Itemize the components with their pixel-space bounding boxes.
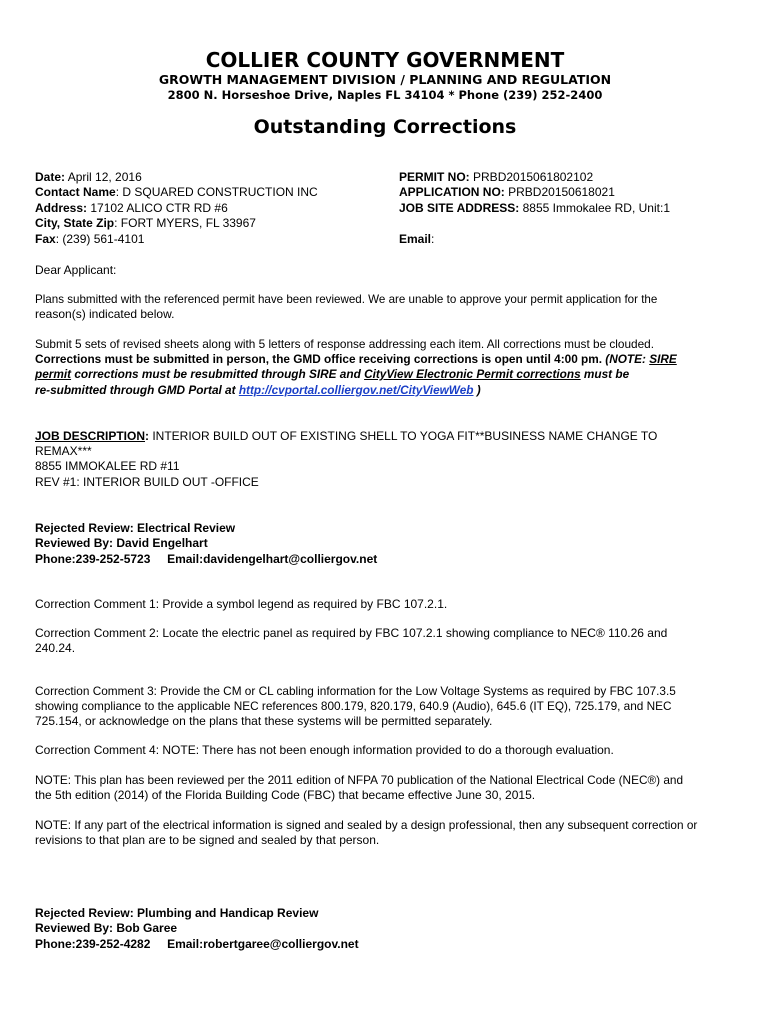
correction-comment-2-line2: 240.24. — [35, 641, 76, 655]
job-description-line2: REMAX*** — [35, 444, 92, 458]
para2-resubmit-text: corrections must be resubmitted through SIRE and — [71, 367, 365, 381]
job-description-line1 — [35, 429, 657, 444]
date-label: Date: — [35, 170, 66, 184]
para2-line3 — [35, 367, 629, 382]
para2-mustbe-text: must be — [580, 367, 630, 381]
city-label: City, State Zip — [35, 216, 115, 230]
permit-row — [399, 170, 593, 185]
para2-line4 — [35, 383, 481, 398]
review1-rejected: Rejected Review: Electrical Review — [35, 521, 236, 535]
para2-bold-text: Corrections must be submitted in person, the GMD office receiving corrections is open until 4:00 pm. — [35, 352, 603, 366]
city-row — [35, 216, 256, 231]
date-row — [35, 170, 142, 185]
fax-row — [35, 232, 144, 247]
sealed-note-line2: revisions to that plan are to be signed and sealed by that person. — [35, 833, 380, 847]
review2-reviewer: Reviewed By: Bob Garee — [35, 921, 178, 935]
review2-rejected: Rejected Review: Plumbing and Handicap Review — [35, 906, 319, 920]
contact-label: Contact Name — [35, 185, 116, 199]
page-title: Outstanding Corrections — [253, 116, 517, 138]
job-description-text: INTERIOR BUILD OUT OF EXISTING SHELL TO YOGA FIT**BUSINESS NAME CHANGE TO — [149, 429, 658, 443]
email-row — [399, 232, 434, 247]
para1-line1: Plans submitted with the referenced permit have been reviewed. We are unable to approve your permit application for the — [35, 293, 658, 306]
para2-portal-text: re-submitted through GMD Portal at — [35, 383, 239, 397]
sealed-note-line1: NOTE: If any part of the electrical information is signed and sealed by a design professional, then any subsequent correction or — [35, 818, 698, 832]
job-description-line4: REV #1: INTERIOR BUILD OUT -OFFICE — [35, 475, 259, 489]
review2-contact: Phone:239-252-4282 Email:robertgaree@colliergov.net — [35, 937, 359, 951]
job-description-line3: 8855 IMMOKALEE RD #11 — [35, 459, 180, 473]
nec-note-line1: NOTE: This plan has been reviewed per the 2011 edition of NFPA 70 publication of the National Electrical Code (NEC®) and — [35, 773, 684, 787]
address-label: Address: — [35, 201, 88, 215]
para2-line2 — [35, 352, 677, 367]
division-name: GROWTH MANAGEMENT DIVISION / PLANNING AND REGULATION — [158, 72, 612, 87]
review1-reviewer: Reviewed By: David Engelhart — [35, 536, 208, 550]
jobsite-row — [399, 201, 670, 216]
address-row — [35, 201, 228, 216]
contact-value: : D SQUARED CONSTRUCTION INC — [115, 185, 318, 199]
application-value: PRBD20150618021 — [508, 185, 615, 199]
para2-note-text: (NOTE: — [602, 352, 650, 366]
correction-comment-4: Correction Comment 4: NOTE: There has not been enough information provided to do a thorough evaluation. — [35, 743, 614, 757]
org-name: COLLIER COUNTY GOVERNMENT — [205, 48, 565, 72]
fax-label: Fax — [35, 232, 56, 246]
date-value: April 12, 2016 — [67, 170, 142, 184]
correction-comment-1: Correction Comment 1: Provide a symbol legend as required by FBC 107.2.1. — [35, 597, 448, 611]
greeting: Dear Applicant: — [35, 263, 117, 277]
address-value: 17102 ALICO CTR RD #6 — [90, 201, 228, 215]
permit-value: PRBD2015061802102 — [473, 170, 594, 184]
email-colon: : — [431, 232, 435, 246]
correction-comment-3-line3: 725.154, or acknowledge on the plans that these systems will be permitted separately. — [35, 714, 493, 728]
correction-comment-2-line1: Correction Comment 2: Locate the electric panel as required by FBC 107.2.1 showing compliance to NEC® 110.26 and — [35, 626, 668, 640]
job-description-label: JOB DESCRIPTION — [35, 429, 146, 443]
org-address: 2800 N. Horseshoe Drive, Naples FL 34104 * Phone (239) 252-2400 — [167, 88, 603, 102]
contact-row — [35, 185, 318, 200]
para2-sire-text: SIRE — [649, 352, 677, 366]
application-label: APPLICATION NO: — [399, 185, 505, 199]
job-description-colon: : — [145, 429, 150, 443]
nec-note-line2: the 5th edition (2014) of the Florida Building Code (FBC) that became effective June 30, 2015. — [35, 788, 536, 802]
jobsite-label: JOB SITE ADDRESS: — [399, 201, 520, 215]
para2-line1: Submit 5 sets of revised sheets along with 5 letters of response addressing each item. All corrections must be clouded. — [35, 337, 655, 351]
para2-cityview-text: CityView Electronic Permit corrections — [364, 367, 581, 381]
para2-close-text: ) — [473, 383, 481, 397]
correction-comment-3-line2: showing compliance to the applicable NEC references 800.179, 820.179, 640.9 (Audio), 645.6 (IT EQ), 725.179, and NEC — [35, 699, 672, 713]
jobsite-value: 8855 Immokalee RD, Unit:1 — [522, 201, 670, 215]
para2-permit-text: permit — [35, 367, 72, 381]
permit-label: PERMIT NO: — [399, 170, 470, 184]
correction-comment-3-line1: Correction Comment 3: Provide the CM or CL cabling information for the Low Voltage Systems as required by FBC 107.3.5 — [35, 684, 676, 698]
para1-line2: reason(s) indicated below. — [35, 307, 175, 321]
fax-value: : (239) 561-4101 — [55, 232, 145, 246]
email-label: Email — [399, 232, 432, 246]
city-value: : FORT MYERS, FL 33967 — [114, 216, 256, 230]
review1-contact: Phone:239-252-5723 Email:davidengelhart@colliergov.net — [35, 552, 378, 566]
cityview-portal-link[interactable]: http://cvportal.colliergov.net/CityViewWeb — [238, 383, 474, 397]
application-row — [399, 185, 615, 200]
